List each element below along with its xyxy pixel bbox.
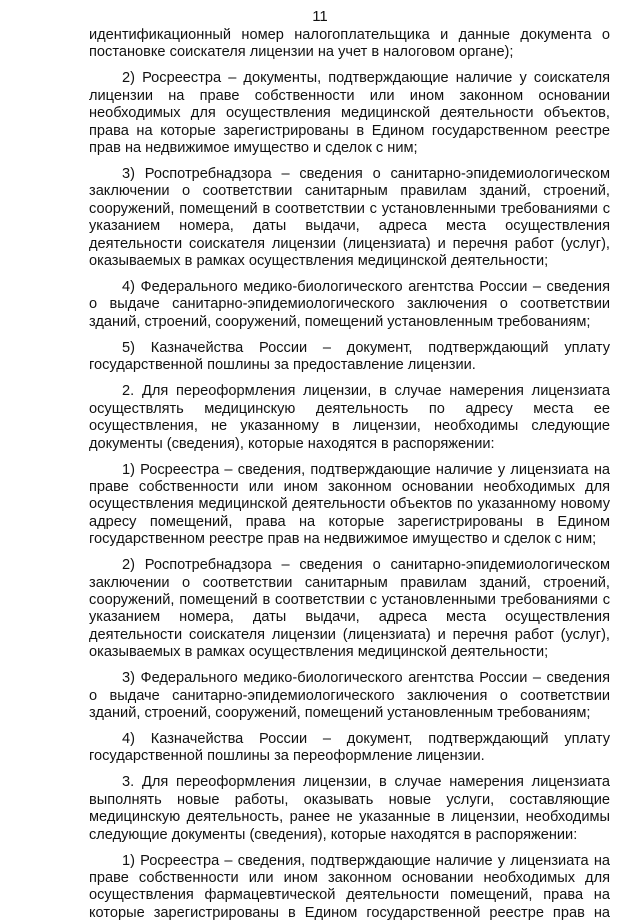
paragraph-item-rospotrebnadzor: 2) Роспотребнадзора – сведения о санитарно-эпидемиологическом заключении о соответствии санитарным правилам зданий, строений, сооружений, помещений в соответствии с установленными требованиями с указанием номера, даты выдачи, адреса места осуществления деятельности соискателя лицензии (лицензиата) и перечня работ (услуг), оказываемых в рамках осуществления медицинской деятельности; bbox=[89, 557, 610, 661]
paragraph-item-treasury: 5) Казначейства России – документ, подтверждающий уплату государственной пошлины за предоставление лицензии. bbox=[89, 339, 610, 374]
paragraph-item-rosreestr: 1) Росреестра – сведения, подтверждающие наличие у лицензиата на праве собственности или ином законном основании необходимых для осуществления медицинской деятельности объектов по указанному новому адресу помещений, права на которые зарегистрированы в Едином государственном реестре прав на недвижимое имущество и сделок с ним; bbox=[89, 461, 610, 548]
paragraph-item-treasury: 4) Казначейства России – документ, подтверждающий уплату государственной пошлины за переоформление лицензии. bbox=[89, 730, 610, 765]
paragraph-item-fmba: 4) Федерального медико-биологического агентства России – сведения о выдаче санитарно-эпидемиологического заключения о соответствии зданий, строений, сооружений, помещений установленным требованиям; bbox=[89, 279, 610, 330]
paragraph-continuation: идентификационный номер налогоплательщика и данные документа о постановке соискателя лицензии на учет в налоговом органе); bbox=[89, 27, 610, 61]
paragraph-item-rospotrebnadzor: 3) Роспотребнадзора – сведения о санитарно-эпидемиологическом заключении о соответствии санитарным правилам зданий, строений, сооружений, помещений в соответствии с установленными требованиями с указанием номера, даты выдачи, адреса места осуществления деятельности соискателя лицензии (лицензиата) и перечня работ (услуг), оказываемых в рамках осуществления медицинской деятельности; bbox=[89, 166, 610, 270]
paragraph-item-fmba: 3) Федерального медико-биологического агентства России – сведения о выдаче санитарно-эпидемиологического заключения о соответствии зданий, строений, сооружений, помещений установленным требованиям; bbox=[89, 670, 610, 721]
document-body bbox=[89, 27, 610, 922]
paragraph-section-2: 2. Для переоформления лицензии, в случае намерения лицензиата осуществлять медицинскую деятельность по адресу места ее осуществления, не указанному в лицензии, необходимы следующие документы (сведения), которые находятся в распоряжении: bbox=[89, 383, 610, 452]
paragraph-item-rosreestr: 2) Росреестра – документы, подтверждающие наличие у соискателя лицензии на праве собственности или ином законном основании необходимых для осуществления медицинской деятельности объектов, права на которые зарегистрированы в Едином государственном реестре прав на недвижимое имущество и сделок с ним; bbox=[89, 70, 610, 157]
paragraph-section-3: 3. Для переоформления лицензии, в случае намерения лицензиата выполнять новые работы, оказывать новые услуги, составляющие медицинскую деятельность, ранее не указанные в лицензии, необходимы следующие документы (сведения), которые находятся в распоряжении: bbox=[89, 774, 610, 843]
paragraph-item-rosreestr: 1) Росреестра – сведения, подтверждающие наличие у лицензиата на праве собственности или ином законном основании необходимых для осуществления фармацевтической деятельности помещений, права на которые зарегистрированы в Едином государственной реестре прав на bbox=[89, 852, 610, 921]
page-number: 11 bbox=[312, 8, 328, 25]
